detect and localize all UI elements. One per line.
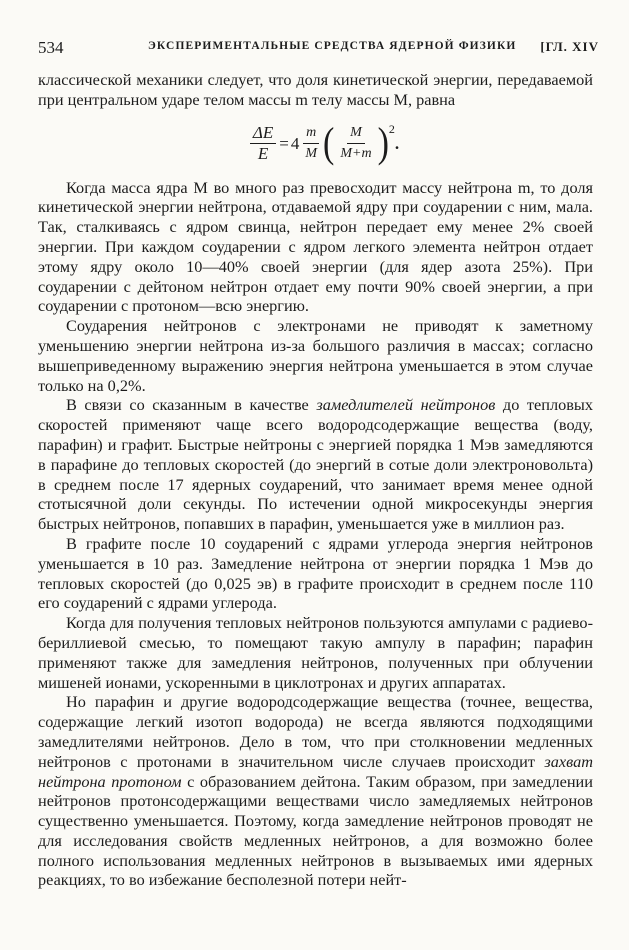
formula-coefficient: 4 <box>290 133 300 153</box>
formula-mass-ratio-numerator: m <box>303 123 319 144</box>
paragraph-graphite: В графите после 10 соударений с ядрами углерода энергия нейтронов уменьшается в 10 раз. Замедление нейтрона от энергии порядка 1 Мэв до тепловых скоростей (до 0,025 эв) в графите происходит в среднем после 110 его соударений с ядрами углерода. <box>38 533 593 613</box>
formula-lhs-denominator: E <box>257 144 269 164</box>
paragraph-moderators-rest: до тепловых скоростей применяют чаще всего водородсодержащие вещества (воду, парафин) и графит. Быстрые нейтроны с энергией порядка 1 Мэв замедляются в парафине до тепловых скоростей (до энергий в сотые доли электроновольта) в среднем после 17 ядерных соударений, что занимает время менее одной стотысячной доли секунды. По истечении одной микросекунды энергия быстрых нейтронов, попавших в парафин, уменьшается уже в миллион раз. <box>38 395 594 534</box>
formula-period: . <box>394 133 400 153</box>
paragraph-capture <box>38 692 593 890</box>
formula-lhs <box>250 123 276 164</box>
energy-fraction-formula <box>53 110 593 178</box>
paragraph-mass-ratio: Когда масса ядра M во много раз превосходит массу нейтрона m, то доля кинетической энергии нейтрона, отдаваемой ядру при соударении с ним, мала. Так, сталкиваясь с ядром свинца, нейтрон передает ему менее 2% своей энергии. При каждом соударении с ядром легкого элемента нейтрон отдает этому ядру около 10—40% своей энергии (для ядер азота 25%). При соударении с дейтоном нейтрон отдает ему почти 90% своей энергии, а при соударении с протоном—всю энергию. <box>38 177 593 316</box>
formula-paren-close: ) <box>377 119 389 167</box>
formula-sum-ratio <box>337 123 374 164</box>
paragraph-capture-lead: Но парафин и другие водородсодержащие вещества (точнее, вещества, содержащие легкий изотоп водорода) не всегда являются подходящими замедлителями нейтронов. Дело в том, что при столкновении медленных нейтронов с протонами в значительном числе случаев происходит <box>38 692 593 771</box>
formula-exponent: 2 <box>388 121 395 136</box>
formula-sum-ratio-numerator: M <box>347 123 365 144</box>
paragraph-ampules: Когда для получения тепловых нейтронов пользуются ампулами с радиево-бериллиевой смесью, то помещают такую ампулу в парафин; парафин применяют также для замедления нейтронов, полученных при облучении мишеней ионами, ускоренными в циклотронах и других аппаратах. <box>38 613 593 692</box>
formula-paren-open: ( <box>323 119 335 167</box>
formula-mass-ratio-denominator: M <box>305 146 317 162</box>
paragraph-moderators <box>38 395 593 534</box>
formula-mass-ratio <box>302 123 320 164</box>
formula-lhs-numerator: ΔE <box>250 123 276 144</box>
formula-equals: = <box>279 133 289 153</box>
term-neutron-capture: захват нейтрона протоном <box>38 751 593 791</box>
page-number: 534 <box>38 38 64 57</box>
paragraph-electrons: Соударения нейтронов с электронами не приводят к заметному уменьшению энергии нейтрона из-за большого различия в массах; согласно вышеприведенному выражению энергия нейтрона уменьшается в этом случае только на 0,2%. <box>38 316 593 395</box>
running-title: ЭКСПЕРИМЕНТАЛЬНЫЕ СРЕДСТВА ЯДЕРНОЙ ФИЗИКИ <box>148 40 517 52</box>
formula-sum-ratio-denominator: M+m <box>340 146 372 162</box>
chapter-marker: [ГЛ. XIV <box>540 39 599 54</box>
page-body <box>38 70 593 890</box>
paragraph-moderators-lead: В связи со сказанным в качестве <box>66 395 317 415</box>
running-header <box>38 38 599 60</box>
paragraph-capture-rest: с образованием дейтона. Таким образом, при замедлении нейтронов протонсодержащими веществами число замедляемых нейтронов существенно уменьшается. Поэтому, когда замедление нейтронов проводят не для исследования свойств медленных нейтронов, а для возможно более полного использования медленных нейтронов в вызываемых ими ядерных реакциях, то во избежание бесполезной потери нейт- <box>38 771 593 890</box>
term-moderators: замедлителей нейтронов <box>316 395 496 415</box>
intro-paragraph: классической механики следует, что доля кинетической энергии, передаваемой при центральном ударе телом массы m телу массы M, равна <box>38 70 593 109</box>
